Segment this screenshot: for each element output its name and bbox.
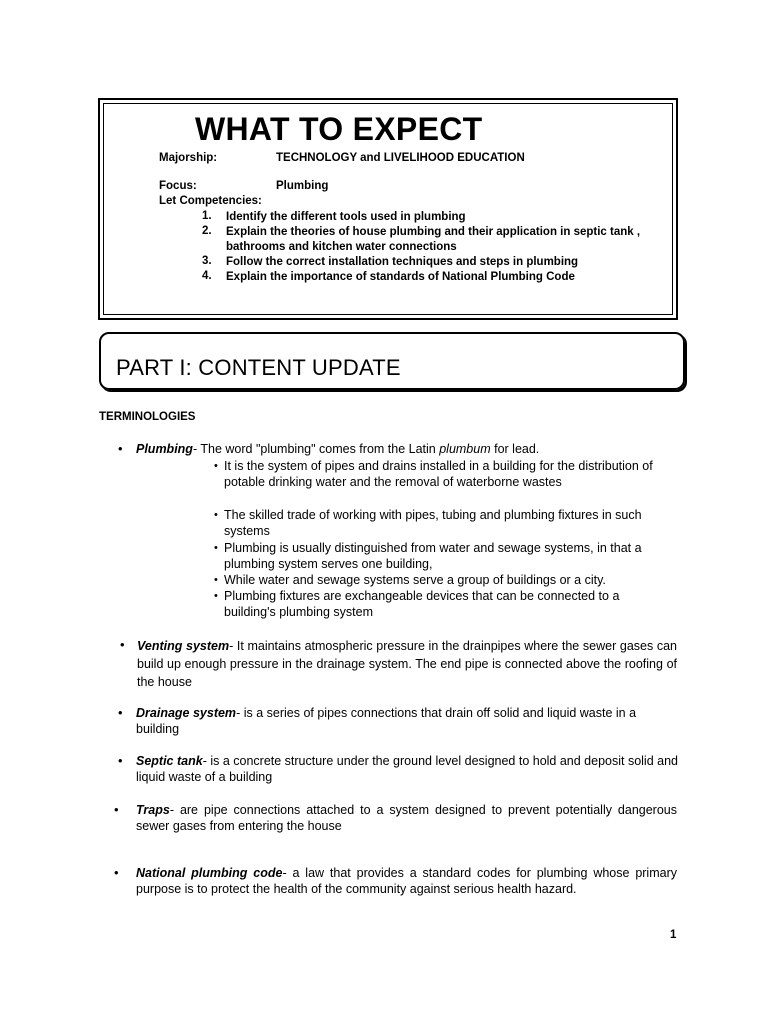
term-venting	[137, 637, 677, 691]
plumbing-point: The skilled trade of working with pipes, tubing and plumbing fixtures in such systems	[224, 508, 642, 539]
competency-number: 2.	[202, 225, 212, 237]
term-traps	[136, 802, 677, 835]
bullet-icon: •	[118, 441, 123, 456]
focus-value: Plumbing	[276, 180, 329, 192]
part-title: PART I: CONTENT UPDATE	[116, 355, 401, 380]
term-national-plumbing-code	[136, 865, 677, 898]
competency-number: 3.	[202, 255, 212, 267]
majorship-label: Majorship:	[159, 152, 218, 164]
bullet-icon: •	[214, 574, 218, 586]
term-septic	[136, 753, 681, 786]
term-plumbing-name: Plumbing	[136, 442, 193, 456]
term-traps-def: - are pipe connections attached to a system designed to prevent potentially dangerous sewer gases from entering the house	[136, 803, 677, 834]
term-plumbing-def-prefix: - The word "plumbing" comes from the Latin	[192, 442, 440, 456]
competency-text: Explain the theories of house plumbing and their application in septic tank , bathrooms and kitchen water connections	[226, 226, 641, 253]
plumbing-point: Plumbing fixtures are exchangeable devices that can be connected to a building's plumbing system	[224, 589, 620, 620]
term-npc-def: - a law that provides a standard codes for plumbing whose primary purpose is to protect the health of the community against serious health hazard.	[136, 866, 677, 897]
competencies-label: Let Competencies:	[159, 195, 262, 207]
term-npc-name: National plumbing code	[136, 866, 283, 880]
term-septic-def: - is a concrete structure under the ground level designed to hold and deposit solid and liquid waste of a building	[136, 754, 678, 785]
bullet-icon: •	[214, 542, 218, 554]
what-to-expect-title: WHAT TO EXPECT	[195, 111, 483, 147]
bullet-icon: •	[214, 460, 218, 472]
plumbing-point: It is the system of pipes and drains installed in a building for the distribution of potable drinking water and the removal of waterborne wastes	[224, 459, 653, 490]
focus-label: Focus:	[159, 180, 197, 192]
term-plumbing-def-suffix: for lead.	[490, 442, 540, 456]
bullet-icon: •	[120, 637, 125, 652]
majorship-value: TECHNOLOGY and LIVELIHOOD EDUCATION	[276, 152, 525, 164]
bullet-icon: •	[118, 705, 123, 720]
competency-text: Explain the importance of standards of National Plumbing Code	[226, 271, 575, 283]
plumbing-point: While water and sewage systems serve a group of buildings or a city.	[224, 573, 606, 587]
competency-number: 1.	[202, 210, 212, 222]
term-drainage-name: Drainage system	[136, 706, 237, 720]
term-plumbing-latin: plumbum	[439, 442, 491, 456]
plumbing-point: Plumbing is usually distinguished from water and sewage systems, in that a plumbing system serves one building,	[224, 541, 642, 572]
term-venting-def: - It maintains atmospheric pressure in the drainpipes where the sewer gases can build up enough pressure in the drainage system. The end pipe is connected above the roofing of the house	[137, 639, 677, 689]
page-number: 1	[670, 929, 677, 941]
term-traps-name: Traps	[136, 803, 170, 817]
bullet-icon: •	[118, 753, 123, 768]
competency-number: 4.	[202, 270, 212, 282]
bullet-icon: •	[114, 865, 119, 880]
term-drainage-def: - is a series of pipes connections that drain off solid and liquid waste in a building	[136, 706, 637, 737]
term-plumbing	[136, 441, 676, 457]
term-septic-name: Septic tank	[136, 754, 203, 768]
bullet-icon: •	[214, 590, 218, 602]
bullet-icon: •	[114, 802, 119, 817]
term-venting-name: Venting system	[137, 639, 230, 653]
bullet-icon: •	[214, 509, 218, 521]
term-drainage	[136, 705, 676, 738]
competency-text: Identify the different tools used in plumbing	[226, 211, 466, 223]
competency-text: Follow the correct installation techniques and steps in plumbing	[226, 256, 579, 268]
terminologies-heading: TERMINOLOGIES	[99, 411, 196, 423]
